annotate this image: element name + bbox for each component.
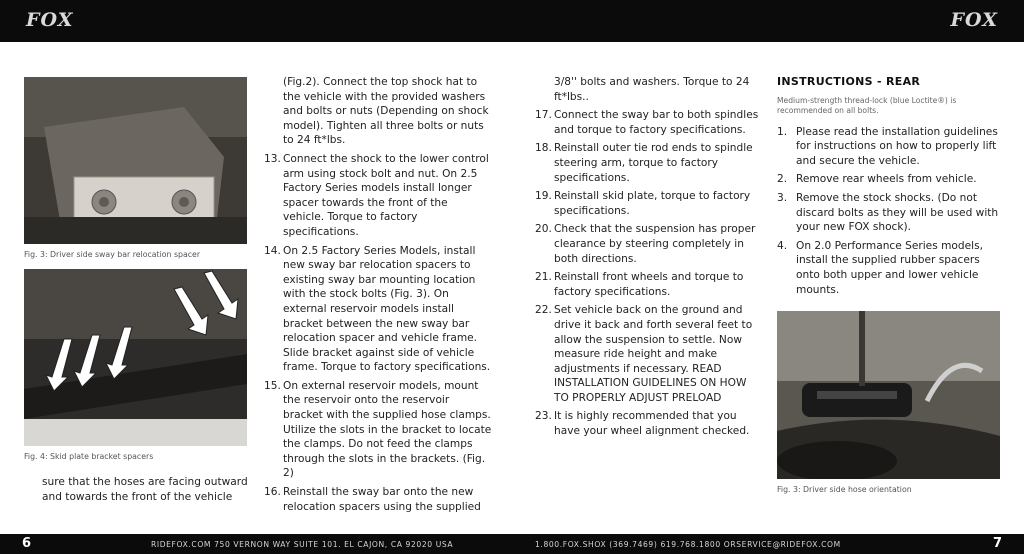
right-col4-text (777, 75, 1000, 301)
step-16-tail: 3/8'' bolts and washers. Torque to 24 ft*lbs.. (554, 76, 750, 103)
step-13: 13. Connect the shock to the lower control arm using stock bolt and nut. On 2.5 Factory Series models install longer spacer towards the front of the vehicle. Torque to factory specifications. (264, 152, 489, 238)
page-number-left: 6 (22, 536, 32, 551)
caption-fig4: Fig. 4: Skid plate bracket spacers (24, 452, 154, 461)
step-22: 22. Set vehicle back on the ground and drive it back and forth several feet to allow the suspension to settle. Now measure ride height and make adjustments if necessary. READ INSTALLATION GUIDELINES ON HOW TO PROPERLY ADJUST PRELOAD (535, 304, 753, 404)
rear-step-4: 4. On 2.0 Performance Series models, install the supplied rubber spacers onto both upper and lower vehicle mounts. (777, 239, 983, 296)
step-17: 17. Connect the sway bar to both spindles and torque to factory specifications. (535, 109, 759, 136)
fox-logo-right: FOX (950, 9, 998, 31)
fox-logo-left: FOX (26, 9, 74, 31)
loctite-note: Medium-strength thread-lock (blue Loctite®) is recommended on all bolts. (777, 95, 957, 116)
left-col2-text (264, 75, 492, 518)
right-col3-text (535, 75, 763, 443)
caption-fig3-left: Fig. 3: Driver side sway bar relocation spacer (24, 250, 201, 259)
step-12-continued: sure that the hoses are facing outward and towards the front of the vehicle (42, 476, 248, 503)
step-15: 15. On external reservoir models, mount the reservoir onto the reservoir bracket with the supplied hose clamps. Utilize the slots in the bracket to locate the clamps. Do not feed the clamps through the slots in the brackets. (Fig. 2) (264, 379, 492, 480)
footer-bar (0, 534, 1024, 554)
step-16: 16. Reinstall the sway bar onto the new relocation spacers using the supplied (264, 486, 481, 513)
page-number-right: 7 (992, 536, 1002, 551)
step-23: 23. It is highly recommended that you have your wheel alignment checked. (535, 410, 750, 438)
caption-fig3-right: Fig. 3: Driver side hose orientation (777, 485, 912, 494)
footer-contact: 1.800.FOX.SHOX (369.7469) 619.768.1800 ORSERVICE@RIDEFOX.COM (535, 540, 841, 549)
photo-hose-orientation (777, 311, 1000, 479)
step-14: 14. On 2.5 Factory Series Models, install new sway bar relocation spacers to existing sway bar mounting location with the stock bolts (Fig. 3). On external reservoir models install bracket between the new sway bar relocation spacer and vehicle frame. Slide bracket against side of vehicle frame. Torque to factory specifications. (264, 244, 491, 374)
rear-step-2: 2. Remove rear wheels from vehicle. (777, 173, 977, 186)
step-18: 18. Reinstall outer tie rod ends to spindle steering arm, torque to factory specifications. (535, 142, 753, 184)
rear-step-1: 1. Please read the installation guidelines for instructions on how to properly lift and secure the vehicle. (777, 125, 998, 167)
rear-instructions-heading: INSTRUCTIONS - REAR (777, 75, 921, 88)
left-col1-text (42, 475, 257, 504)
rear-step-3: 3. Remove the stock shocks. (Do not discard bolts as they will be used with your new FOX shock). (777, 191, 999, 234)
footer-address: RIDEFOX.COM 750 VERNON WAY SUITE 101. EL CAJON, CA 92020 USA (151, 540, 454, 549)
photo-sway-bar-spacer (24, 77, 247, 244)
step-20: 20. Check that the suspension has proper clearance by steering completely in both directions. (535, 223, 756, 265)
step-21: 21. Reinstall front wheels and torque to factory specifications. (535, 271, 744, 298)
step-12-tail: (Fig.2). Connect the top shock hat to the vehicle with the provided washers and bolts or nuts (Depending on shock model). Tighten all three bolts or nuts to 24 ft*lbs. (283, 76, 489, 147)
photo-skid-plate-spacers (24, 269, 247, 446)
header-bar (0, 0, 1024, 42)
step-19: 19. Reinstall skid plate, torque to factory specifications. (535, 190, 751, 217)
